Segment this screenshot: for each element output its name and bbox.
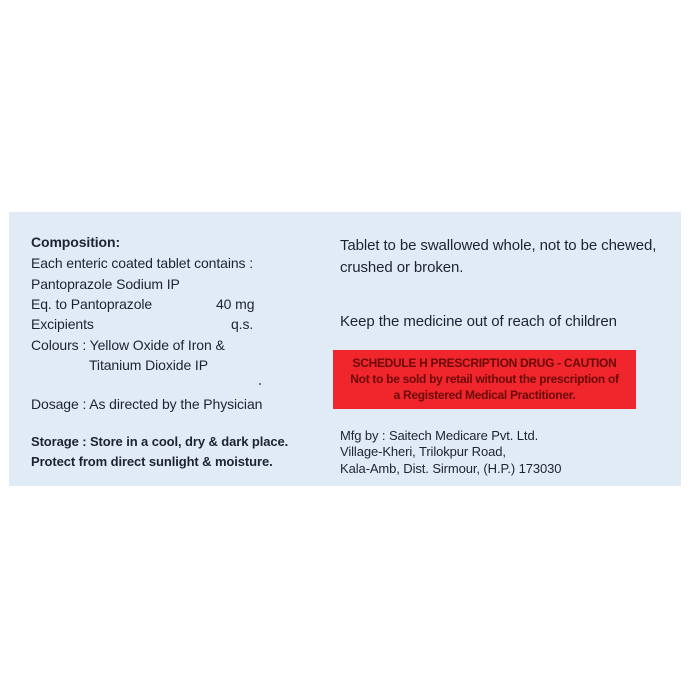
mfg-line-3: Kala-Amb, Dist. Sirmour, (H.P.) 173030 xyxy=(340,461,562,476)
caution-box xyxy=(333,350,636,409)
dosage-text: Dosage : As directed by the Physician xyxy=(31,396,263,412)
storage-line-2: Protect from direct sunlight & moisture. xyxy=(31,454,273,469)
composition-line-2: Pantoprazole Sodium IP xyxy=(31,276,180,292)
storage-line-1: Storage : Store in a cool, dry & dark place. xyxy=(31,434,289,449)
mfg-line-1: Mfg by : Saitech Medicare Pvt. Ltd. xyxy=(340,428,539,443)
colours-line-1: Colours : Yellow Oxide of Iron & xyxy=(31,337,225,353)
eq-value: 40 mg xyxy=(216,296,255,312)
keep-away-text: Keep the medicine out of reach of children xyxy=(340,313,617,330)
mfg-line-2: Village-Kheri, Trilokpur Road, xyxy=(340,444,506,459)
eq-label: Eq. to Pantoprazole xyxy=(31,296,153,312)
excipients-label: Excipients xyxy=(31,316,94,332)
composition-heading: Composition: xyxy=(31,234,121,250)
composition-line-1: Each enteric coated tablet contains : xyxy=(31,255,253,271)
instruction-line-1: Tablet to be swallowed whole, not to be chewed, xyxy=(340,237,657,254)
excipients-value: q.s. xyxy=(231,316,254,332)
print-speck xyxy=(259,383,261,385)
caution-line-3: a Registered Medical Practitioner. xyxy=(393,388,576,402)
caution-line-2: Not to be sold by retail without the prescription of xyxy=(350,372,619,386)
caution-line-1: SCHEDULE H PRESCRIPTION DRUG - CAUTION xyxy=(352,356,617,370)
instruction-line-2: crushed or broken. xyxy=(340,259,464,276)
colours-line-2: Titanium Dioxide IP xyxy=(89,357,208,373)
